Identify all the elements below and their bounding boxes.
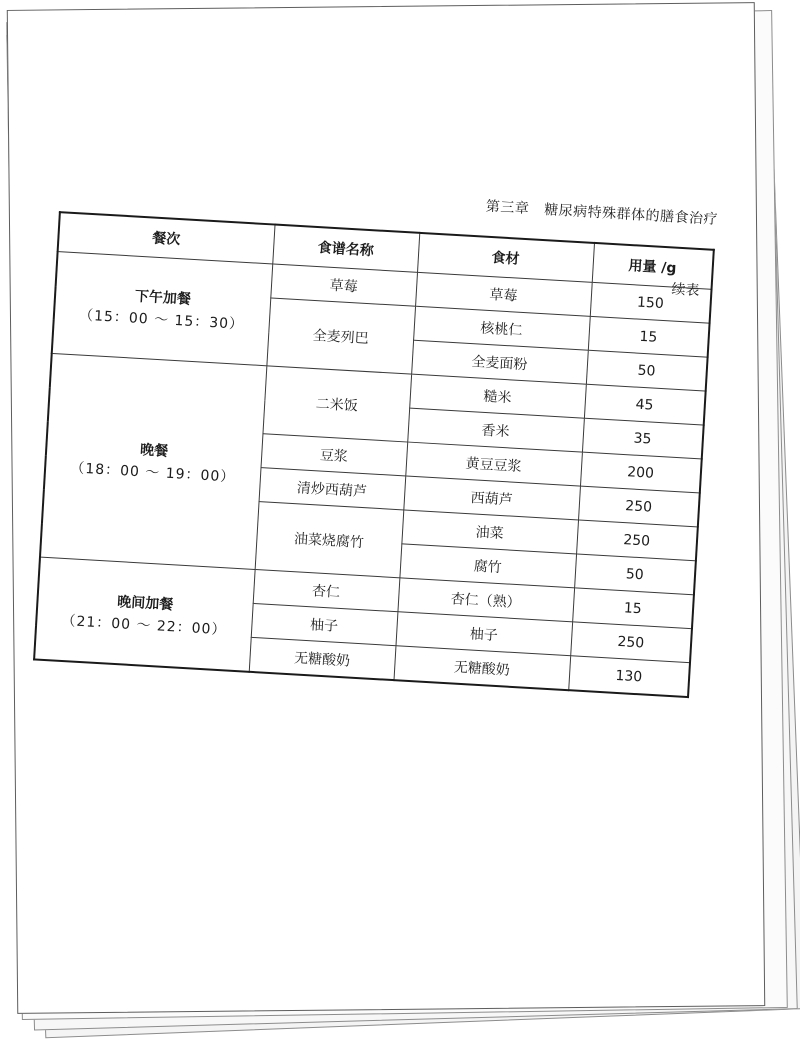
recipe-cell: 无糖酸奶 (249, 637, 396, 680)
ingredient-cell: 油菜 (401, 510, 578, 554)
amount-cell: 50 (574, 554, 696, 595)
recipe-cell: 全麦列巴 (266, 298, 415, 374)
column-header: 用量 /g (592, 243, 714, 289)
amount-cell: 130 (568, 656, 690, 697)
amount-cell: 250 (576, 520, 698, 561)
recipe-cell: 草莓 (270, 264, 417, 306)
column-header: 食材 (417, 233, 594, 283)
chapter-title: 糖尿病特殊群体的膳食治疗 (543, 202, 719, 229)
table-continued-label: 续表 (670, 281, 700, 300)
meal-name: 晚餐 (139, 441, 169, 460)
ingredient-cell: 糙米 (409, 374, 586, 418)
amount-cell: 35 (582, 418, 704, 459)
meal-cell (52, 252, 273, 366)
ingredient-cell: 香米 (407, 408, 584, 452)
amount-cell: 45 (584, 384, 706, 425)
ingredient-cell: 黄豆豆浆 (405, 442, 582, 486)
amount-cell: 50 (586, 350, 708, 391)
recipe-cell: 油菜烧腐竹 (255, 502, 404, 578)
diet-table (33, 211, 715, 698)
amount-cell: 15 (572, 588, 694, 629)
ingredient-cell: 草莓 (415, 272, 592, 316)
ingredient-cell: 杏仁（熟） (397, 578, 574, 622)
recipe-cell: 清炒西葫芦 (259, 468, 406, 510)
running-head (485, 196, 718, 229)
meal-time: （15：00 ～ 15：30） (78, 306, 245, 333)
meal-name: 下午加餐 (134, 288, 192, 308)
amount-cell: 200 (580, 452, 702, 493)
ingredient-cell: 全麦面粉 (411, 340, 588, 384)
ingredient-cell: 无糖酸奶 (394, 646, 571, 691)
meal-time: （18：00 ～ 19：00） (69, 459, 236, 486)
chapter-label: 第三章 (485, 198, 530, 218)
recipe-cell: 柚子 (251, 603, 398, 645)
recipe-cell: 二米饭 (262, 366, 411, 442)
ingredient-cell: 腐竹 (399, 544, 576, 588)
recipe-cell: 杏仁 (253, 569, 400, 611)
amount-cell: 250 (578, 486, 700, 527)
ingredient-cell: 核桃仁 (413, 306, 590, 350)
ingredient-cell: 西葫芦 (403, 476, 580, 520)
amount-cell: 150 (590, 282, 712, 323)
amount-cell: 250 (570, 622, 692, 663)
meal-name: 晚间加餐 (116, 593, 174, 613)
amount-cell: 15 (588, 316, 710, 357)
meal-time: （21：00 ～ 22：00） (61, 612, 227, 638)
column-header: 餐次 (58, 212, 275, 264)
recipe-cell: 豆浆 (261, 434, 408, 476)
meal-cell (40, 353, 266, 569)
column-header: 食谱名称 (272, 225, 419, 273)
meal-cell (34, 557, 255, 672)
ingredient-cell: 柚子 (395, 612, 572, 656)
